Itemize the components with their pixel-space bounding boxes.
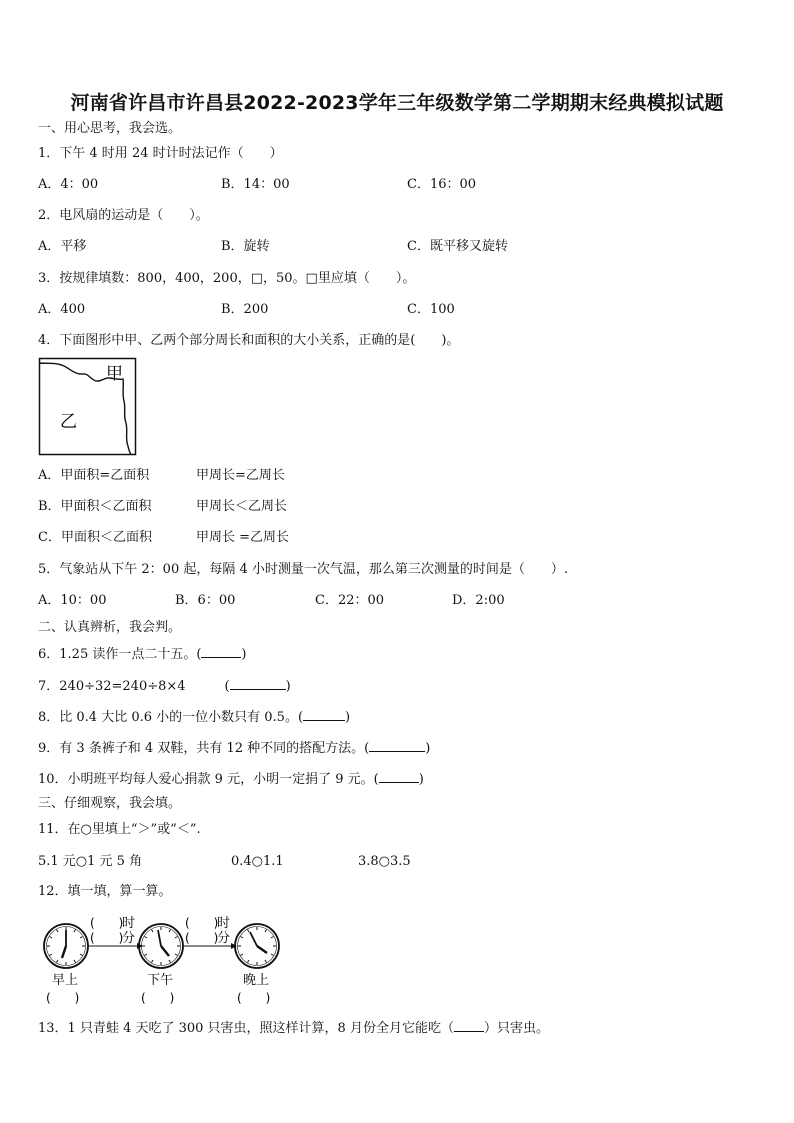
q5-option-b: B．6：00 xyxy=(175,593,236,608)
q4-option-b-perimeter: 甲周长＜乙周长 xyxy=(196,499,288,514)
q3-option-c: C．100 xyxy=(407,302,455,317)
q5-option-c: C．22：00 xyxy=(315,593,385,608)
q6-answer-blank[interactable] xyxy=(201,645,241,658)
q10-answer-blank[interactable] xyxy=(379,770,419,783)
label-morning: 早上 xyxy=(52,973,79,988)
label-jia: 甲 xyxy=(106,364,123,384)
label-yi: 乙 xyxy=(60,412,77,432)
question-13 xyxy=(38,1019,549,1037)
q4-option-c-area: C．甲面积＜乙面积 xyxy=(38,530,152,545)
question-3: 3．按规律填数：800，400，200，□，50。□里应填（ ）。 xyxy=(38,271,416,286)
q11-item-1: 5.1 元○1 元 5 角 xyxy=(38,854,143,869)
q12-clock-figure xyxy=(38,910,288,1006)
arrow1-paren-minute: ( ) xyxy=(90,931,124,945)
question-1: 1．下午 4 时用 24 时计时法记作（ ） xyxy=(38,146,283,161)
question-5: 5．气象站从下午 2：00 起，每隔 4 小时测量一次气温，那么第三次测量的时间是（ ）. xyxy=(38,562,569,577)
q9-answer-blank[interactable] xyxy=(369,739,425,752)
q1-option-c: C．16：00 xyxy=(407,177,477,192)
q7-text: 7．240÷32=240÷8×4 ( xyxy=(38,679,230,694)
arrow2-paren-minute: ( ) xyxy=(185,931,219,945)
q11-item-3: 3.8○3.5 xyxy=(358,854,411,869)
paren-morning: ( ) xyxy=(46,991,80,1005)
label-afternoon: 下午 xyxy=(147,973,174,988)
question-6 xyxy=(38,645,247,663)
clock-morning-icon xyxy=(44,924,88,968)
section-heading-3: 三、仔细观察，我会填。 xyxy=(38,796,182,811)
q3-option-a: A．400 xyxy=(38,302,86,317)
q8-text: 8．比 0.4 大比 0.6 小的一位小数只有 0.5。( xyxy=(38,710,304,725)
q4-option-a-perimeter: 甲周长=乙周长 xyxy=(196,468,285,483)
clock-evening-icon xyxy=(235,924,279,968)
q4-option-c-perimeter: 甲周长 =乙周长 xyxy=(196,530,290,545)
paren-afternoon: ( ) xyxy=(141,991,175,1005)
arrow1-paren-hour: ( ) xyxy=(90,916,124,930)
q11-item-2: 0.4○1.1 xyxy=(231,854,284,869)
q9-close: ) xyxy=(425,741,431,756)
q2-option-b: B．旋转 xyxy=(221,239,270,254)
question-2: 2．电风扇的运动是（ ）。 xyxy=(38,208,209,223)
question-8 xyxy=(38,708,350,726)
q5-option-a: A．10：00 xyxy=(38,593,107,608)
question-9 xyxy=(38,739,430,757)
q8-close: ) xyxy=(345,710,351,725)
section-heading-2: 二、认真辨析，我会判。 xyxy=(38,620,182,635)
q13-answer-blank[interactable] xyxy=(454,1019,484,1032)
q2-option-a: A．平移 xyxy=(38,239,87,254)
q8-answer-blank[interactable] xyxy=(303,708,345,721)
arrow1-hour-label: 时 xyxy=(122,916,136,931)
section-heading-1: 一、用心思考，我会选。 xyxy=(38,121,182,136)
q10-close: ) xyxy=(418,772,424,787)
label-evening: 晚上 xyxy=(243,973,270,988)
q7-answer-blank[interactable] xyxy=(230,677,286,690)
q6-text: 6．1.25 读作一点二十五。( xyxy=(38,647,202,662)
paren-evening: ( ) xyxy=(237,991,271,1005)
arrow1-minute-label: 分 xyxy=(122,931,136,946)
arrow2-minute-label: 分 xyxy=(217,931,231,946)
question-10 xyxy=(38,770,424,788)
q9-text: 9．有 3 条裤子和 4 双鞋，共有 12 种不同的搭配方法。( xyxy=(38,741,370,756)
q4-figure xyxy=(38,357,138,457)
q7-close: ) xyxy=(285,679,291,694)
q4-option-a-area: A．甲面积=乙面积 xyxy=(38,468,150,483)
q1-option-a: A．4：00 xyxy=(38,177,99,192)
page-title: 河南省许昌市许昌县2022-2023学年三年级数学第二学期期末经典模拟试题 xyxy=(70,92,724,114)
question-12: 12．填一填，算一算。 xyxy=(38,884,172,899)
question-4: 4．下面图形中甲、乙两个部分周长和面积的大小关系，正确的是( )。 xyxy=(38,333,460,348)
question-7 xyxy=(38,677,291,695)
q13-close: ）只害虫。 xyxy=(483,1021,549,1036)
q3-option-b: B．200 xyxy=(221,302,269,317)
q4-option-b-area: B．甲面积＜乙面积 xyxy=(38,499,152,514)
q13-text: 13．1 只青蛙 4 天吃了 300 只害虫，照这样计算，8 月份全月它能吃（ xyxy=(38,1021,454,1036)
q10-text: 10．小明班平均每人爱心捐款 9 元，小明一定捐了 9 元。( xyxy=(38,772,379,787)
q6-close: ) xyxy=(241,647,247,662)
question-11: 11．在○里填上“＞”或“＜”. xyxy=(38,822,201,837)
q5-option-d: D．2:00 xyxy=(452,593,505,608)
arrow2-hour-label: 时 xyxy=(217,916,231,931)
q1-option-b: B．14：00 xyxy=(221,177,290,192)
q2-option-c: C．既平移又旋转 xyxy=(407,239,508,254)
arrow2-paren-hour: ( ) xyxy=(185,916,219,930)
clock-afternoon-icon xyxy=(139,924,183,968)
